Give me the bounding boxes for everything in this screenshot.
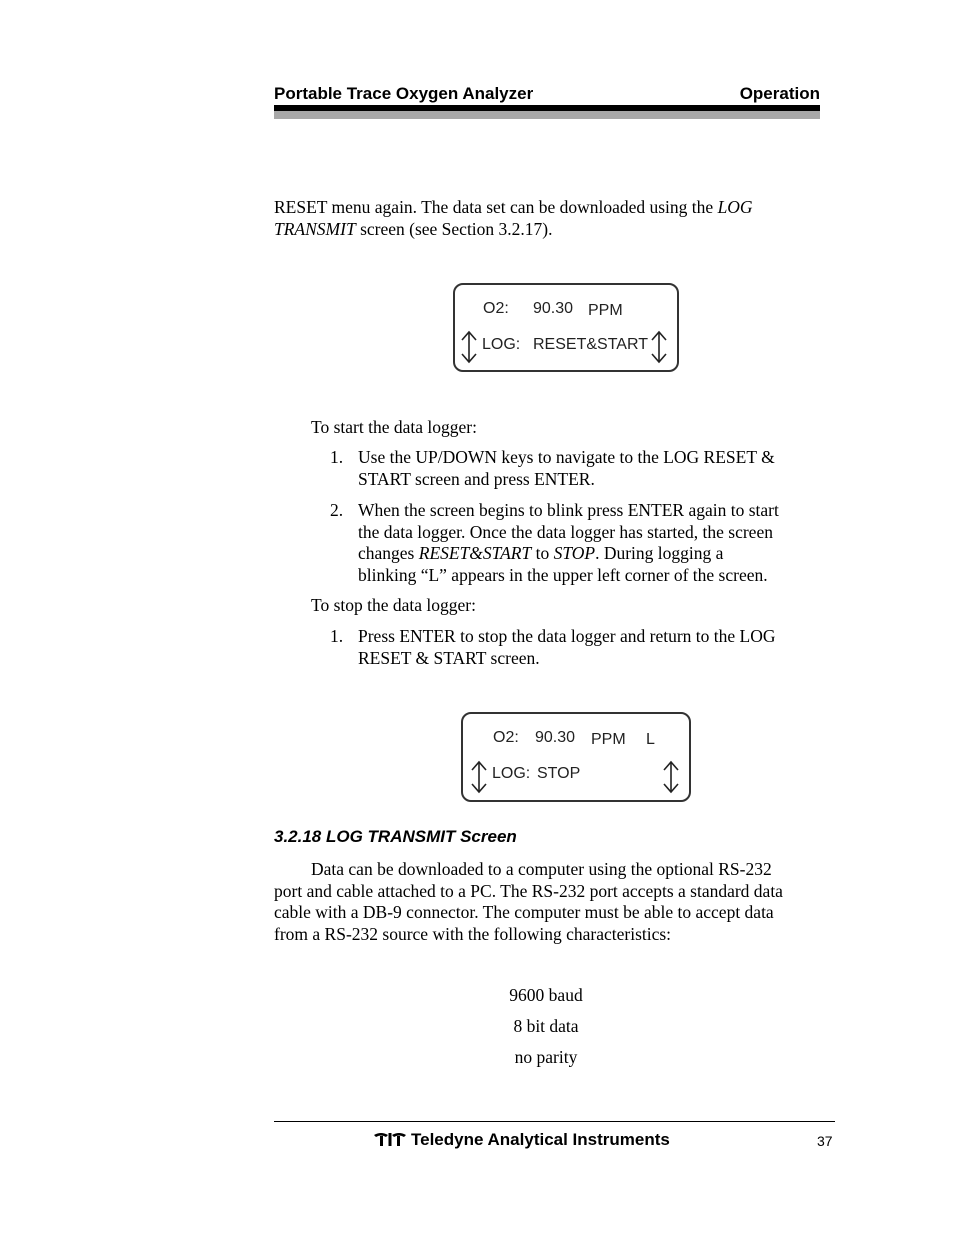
start-step-2-line-3a: changes	[358, 543, 419, 563]
start-step-2-stop: STOP	[553, 543, 596, 563]
characteristic-baud: 9600 baud	[509, 985, 583, 1005]
lcd-o2-unit: PPM	[588, 302, 623, 319]
start-heading: To start the data logger:	[311, 417, 477, 437]
lcd-screen-reset-start	[453, 283, 679, 372]
lcd-log-value: STOP	[537, 765, 581, 782]
start-step-1-line-2: START screen and press ENTER.	[358, 468, 595, 489]
start-step-1-line-1: Use the UP/DOWN keys to navigate to the LOG RESET &	[358, 447, 775, 467]
start-step-1	[358, 447, 828, 490]
section-line-4: from a RS-232 source with the following characteristics:	[274, 923, 672, 944]
section-line-1: Data can be downloaded to a computer using the optional RS-232	[311, 859, 772, 879]
start-step-2-reset-start: RESET&START	[418, 543, 532, 563]
footer-rule	[274, 1121, 835, 1122]
up-down-arrow-icon	[662, 760, 680, 794]
lcd-logging-indicator: L	[646, 731, 655, 748]
lcd-screen-stop	[461, 712, 691, 802]
intro-emphasis-log: LOG	[717, 197, 753, 217]
running-header-section: Operation	[739, 84, 820, 103]
start-step-2-line-3e: . During logging a	[595, 543, 724, 563]
stop-heading: To stop the data logger:	[311, 595, 476, 615]
start-step-2	[358, 500, 828, 586]
lcd-o2-label: O2:	[493, 729, 519, 746]
intro-text-end: screen (see Section 3.2.17).	[355, 218, 553, 239]
intro-emphasis-transmit: TRANSMIT	[274, 218, 356, 239]
running-header-title: Portable Trace Oxygen Analyzer	[274, 84, 534, 103]
section-paragraph	[274, 859, 834, 945]
lcd-o2-value: 90.30	[533, 300, 574, 317]
page-number: 37	[817, 1133, 833, 1149]
lcd-log-label: LOG:	[492, 765, 531, 782]
lcd-o2-unit: PPM	[591, 731, 626, 748]
characteristic-data-bits: 8 bit data	[513, 1016, 579, 1036]
stop-step-1	[358, 626, 828, 669]
stop-step-1-line-2: RESET & START screen.	[358, 647, 540, 668]
lcd-log-label: LOG:	[482, 336, 521, 353]
start-step-2-line-1: When the screen begins to blink press ENTER again to start	[358, 500, 779, 520]
footer-company: Teledyne Analytical Instruments	[411, 1130, 670, 1149]
section-heading: 3.2.18 LOG TRANSMIT Screen	[274, 827, 517, 846]
section-line-3: cable with a DB-9 connector. The computer must be able to accept data	[274, 902, 774, 922]
teledyne-logo-icon	[373, 1131, 407, 1147]
start-step-2-line-2: the data logger. Once the data logger has started, the screen	[358, 521, 773, 542]
section-line-2: port and cable attached to a PC. The RS-232 port accepts a standard data	[274, 880, 783, 901]
stop-step-1-number: 1.	[330, 626, 344, 646]
start-step-2-number: 2.	[330, 500, 344, 520]
characteristic-parity: no parity	[514, 1047, 578, 1067]
lcd-o2-label: O2:	[483, 300, 509, 317]
start-step-1-number: 1.	[330, 447, 344, 467]
up-down-arrow-icon	[470, 760, 488, 794]
intro-paragraph	[274, 197, 834, 240]
start-step-2-line-4: blinking “L” appears in the upper left corner of the screen.	[358, 564, 768, 585]
up-down-arrow-icon	[460, 330, 478, 364]
intro-text: RESET menu again. The data set can be downloaded using the	[274, 197, 718, 217]
lcd-o2-value: 90.30	[535, 729, 576, 746]
up-down-arrow-icon	[650, 330, 668, 364]
start-step-2-line-3c: to	[531, 543, 554, 563]
stop-step-1-line-1: Press ENTER to stop the data logger and return to the LOG	[358, 626, 776, 646]
lcd-log-value: RESET&START	[533, 336, 648, 353]
header-rule-shade	[274, 111, 820, 119]
